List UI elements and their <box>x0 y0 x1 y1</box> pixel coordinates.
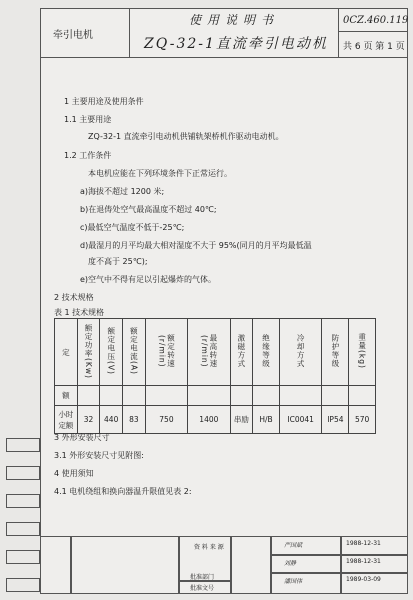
document-title: 使用说明书 <box>188 13 279 27</box>
table-header-cell: 防护等级 <box>322 319 349 386</box>
footer-date-1: 1988-12-31 <box>346 540 381 547</box>
margin-box <box>6 494 40 508</box>
footer-sign-2: 刘静 <box>284 560 297 567</box>
section-1-1-heading: 1.1 主要用途 <box>64 115 112 124</box>
condition-b: b)在退俦处空气最高温度不超过 40℃; <box>80 205 217 214</box>
footer-archive-label: 资 料 来 源 <box>194 544 224 551</box>
table-header-cell: 冷却方式 <box>279 319 322 386</box>
table-cell: 83 <box>123 406 146 434</box>
table-header-cell: 重量(kg) <box>349 319 376 386</box>
category-label: 牵引电机 <box>53 30 93 41</box>
title-block <box>40 8 408 58</box>
table-label-row <box>55 386 376 406</box>
table-cell: IC0041 <box>279 406 322 434</box>
footer-block <box>40 536 408 594</box>
footer-dept-label: 批准部门 <box>190 574 215 581</box>
section-3-heading: 3 外形安装尺寸 <box>54 433 110 442</box>
table-cell: 额 <box>55 386 78 406</box>
section-1-2-heading: 1.2 工作条件 <box>64 151 112 160</box>
category-cell <box>40 8 130 58</box>
condition-a: a)海拔不超过 1200 米; <box>80 187 165 196</box>
margin-box <box>6 466 40 480</box>
table-row <box>55 406 376 434</box>
margin-box <box>6 550 40 564</box>
table-cell: 440 <box>100 406 123 434</box>
table-cell: H/B <box>253 406 280 434</box>
spec-table <box>54 318 376 434</box>
title-cell <box>129 8 339 58</box>
section-3-1-text: 3.1 外形安装尺寸见附图: <box>54 451 144 460</box>
condition-e: e)空气中不得有足以引起爆炸的气体。 <box>80 275 217 284</box>
margin-box <box>6 522 40 536</box>
table-header-cell: 额定转速(r/min) <box>145 319 187 386</box>
table-header-cell: 额定电压(V) <box>100 319 123 386</box>
footer-dept2-label: 批准文号 <box>190 585 215 592</box>
table-header-cell: 定 <box>55 319 78 386</box>
footer-date-3: 1989-03-09 <box>346 576 381 583</box>
margin-box <box>6 578 40 592</box>
section-1-heading: 1 主要用途及使用条件 <box>64 97 144 106</box>
document-number: 0CZ.460.119 <box>343 15 409 26</box>
table-cell: 串励 <box>230 406 253 434</box>
condition-d-line2: 度不高于 25℃); <box>88 257 148 266</box>
table-cell: 32 <box>77 406 100 434</box>
condition-d-line1: d)最湿月的月平均最大相对湿度不大于 95%(同月的月平均最低温 <box>80 241 312 250</box>
product-name: ZQ-32-1直流牵引电动机 <box>144 36 328 52</box>
table-caption: 表 1 技术规格 <box>54 308 105 317</box>
doc-number-cell <box>338 8 408 58</box>
table-header-cell: 绝缘等级 <box>253 319 280 386</box>
section-4-1-text: 4.1 电机绕组和换向器温升限值见表 2: <box>54 487 192 496</box>
footer-sign-1: 严国斌 <box>284 542 303 549</box>
section-2-heading: 2 技术规格 <box>54 293 94 302</box>
section-4-heading: 4 使用须知 <box>54 469 94 478</box>
footer-date-2: 1988-12-31 <box>346 558 381 565</box>
table-header-row <box>55 319 376 386</box>
table-cell: 小时定额 <box>55 406 78 434</box>
table-header-cell: 额定电流(A) <box>123 319 146 386</box>
table-cell: 570 <box>349 406 376 434</box>
table-cell: 750 <box>145 406 187 434</box>
footer-sign-3: 潘国伟 <box>284 578 303 585</box>
table-header-cell: 最高转速(r/min) <box>188 319 230 386</box>
section-1-2-intro: 本电机应能在下列环境条件下正常运行。 <box>88 169 232 178</box>
table-header-cell: 激磁方式 <box>230 319 253 386</box>
page-info: 共 6 页 第 1 页 <box>343 42 405 52</box>
table-cell: 1400 <box>188 406 230 434</box>
section-1-1-text: ZQ-32-1 直流牵引电动机供铺轨架桥机作驱动电动机。 <box>88 132 284 141</box>
table-cell: IP54 <box>322 406 349 434</box>
margin-box <box>6 438 40 452</box>
condition-c: c)最低空气温度不低于-25℃; <box>80 223 185 232</box>
table-header-cell: 额定功率(Kw) <box>77 319 100 386</box>
